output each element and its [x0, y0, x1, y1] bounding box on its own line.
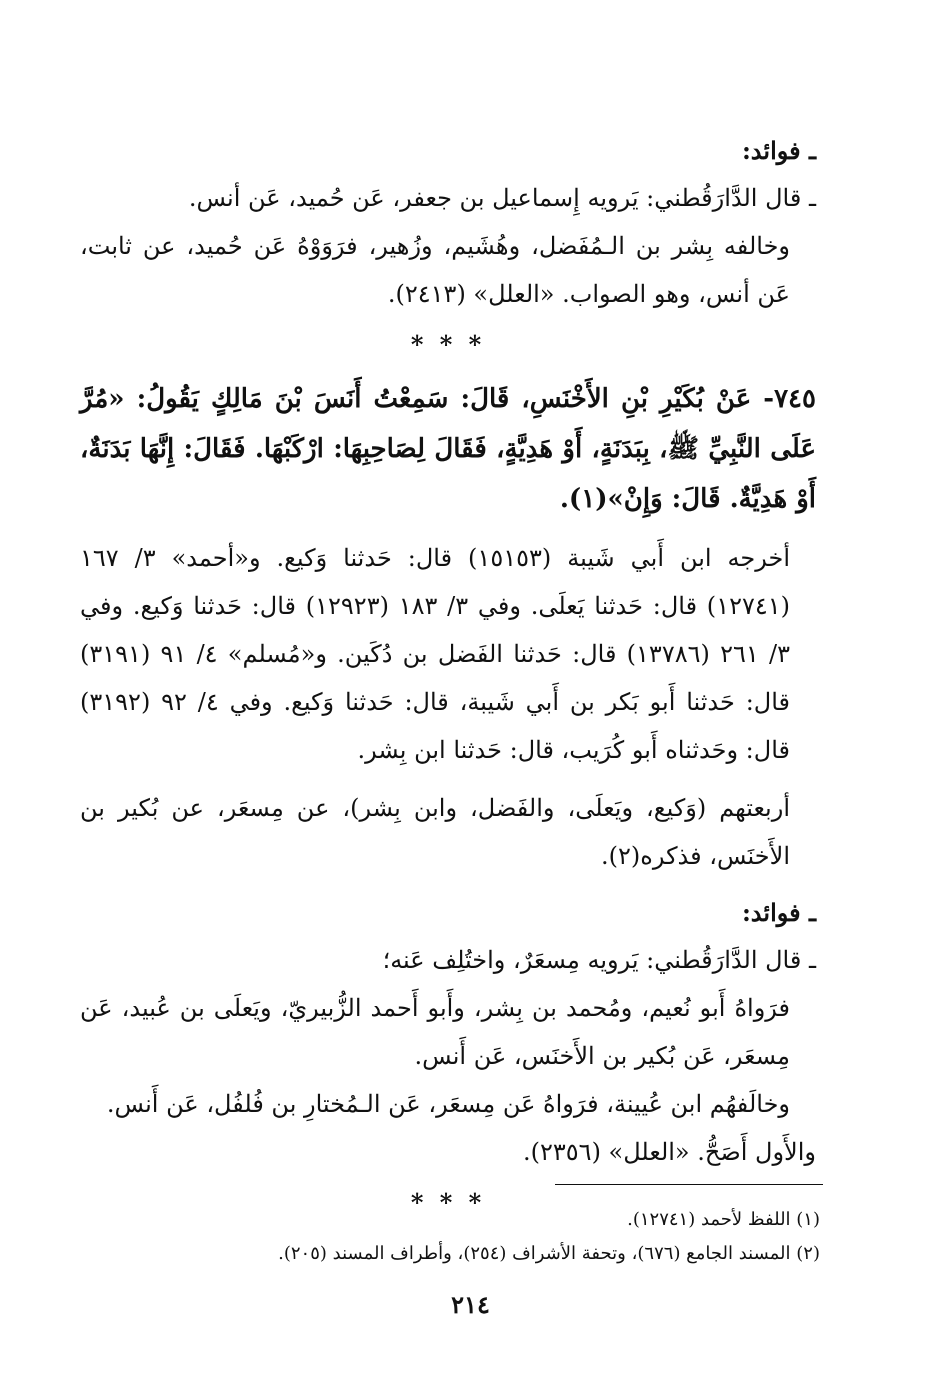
- fawaid-2-line-2: فرَواهُ أَبو نُعيم، ومُحمد بن بِشر، وأَبو أَحمد الزُّبيريّ، ويَعلَى بن عُبيد، عَن مِسعَر، عَن بُكير بن الأَخنَس، عَن أَنس.: [80, 994, 790, 1070]
- footnote-1: (١) اللفظ لأحمد (١٢٧٤١).: [627, 1209, 820, 1230]
- footnotes: [80, 1203, 820, 1271]
- takhrij-paragraph-2: أربعتهم (وَكيع، ويَعلَى، والفَضل، وابن بِشر)، عن مِسعَر، عن بُكير بن الأَخنَس، فذكره(٢).: [80, 794, 790, 870]
- fawaid-2-line-4: والأَول أَصَحُّ. «العلل» (٢٣٥٦).: [523, 1138, 816, 1166]
- fawaid-1-line-2: وخالفه بِشر بن الـمُفَضل، وهُشَيم، وزُهير، فرَوَوْهُ عَن حُميد، عن ثابت، عَن أنس، وهو الصواب. «العلل» (٢٤١٣).: [80, 232, 790, 308]
- fawaid-heading-2: ـ فوائد:: [741, 898, 816, 927]
- fawaid-2-line-3: وخالَفهُم ابن عُيينة، فرَواهُ عَن مِسعَر، عَن الـمُختارِ بن فُلفُل، عَن أَنس.: [106, 1090, 790, 1118]
- footnote-2: (٢) المسند الجامع (٦٧٦)، وتحفة الأشراف (٢٥٤)، وأطراف المسند (٢٠٥).: [278, 1243, 820, 1264]
- page-number: ٢١٤: [451, 1290, 490, 1319]
- page-body: [80, 128, 816, 1232]
- fawaid-1-line-1: ـ قال الدَّارَقُطني: يَرويه إِسماعيل بن جعفر، عَن حُميد، عَن أنس.: [188, 184, 816, 212]
- section-separator-2: * * *: [410, 1188, 486, 1217]
- hadith-745-text: ٧٤٥- عَنْ بُكَيْرِ بْنِ الأَخْنَسِ، قَالَ: سَمِعْتُ أَنَسَ بْنَ مَالِكٍ يَقُولُ: «مُرَّ عَلَى النَّبِيِّ ﷺ، بِبَدَنَةٍ، أَوْ هَدِيَّةٍ، فَقَالَ لِصَاحِبِهَا: ارْكَبْهَا. فَقَالَ: إِنَّهَا بَدَنَةٌ، أَوْ هَدِيَّةٌ. قَالَ: وَإِنْ»(١).: [80, 384, 816, 514]
- footnote-divider: [555, 1184, 823, 1185]
- fawaid-2-line-1: ـ قال الدَّارَقُطني: يَرويه مِسعَرٌ، واختُلِف عَنه؛: [382, 946, 816, 974]
- section-separator-1: * * *: [410, 330, 486, 359]
- takhrij-paragraph-1: أخرجه ابن أَبي شَيبة (١٥١٥٣) قال: حَدثنا وَكيع. و«أحمد» ٣/ ١٦٧ (١٢٧٤١) قال: حَدثنا يَعلَى. وفي ٣/ ١٨٣ (١٢٩٢٣) قال: حَدثنا وَكيع. وفي ٣/ ٢٦١ (١٣٧٨٦) قال: حَدثنا الفَضل بن دُكَين. و«مُسلم» ٤/ ٩١ (٣١٩١) قال: حَدثنا أَبو بَكر بن أَبي شَيبة، قال: حَدثنا وَكيع. وفي ٤/ ٩٢ (٣١٩٢) قال: وحَدثناه أَبو كُرَيب، قال: حَدثنا ابن بِشر.: [80, 544, 791, 764]
- fawaid-heading-1: ـ فوائد:: [741, 136, 816, 165]
